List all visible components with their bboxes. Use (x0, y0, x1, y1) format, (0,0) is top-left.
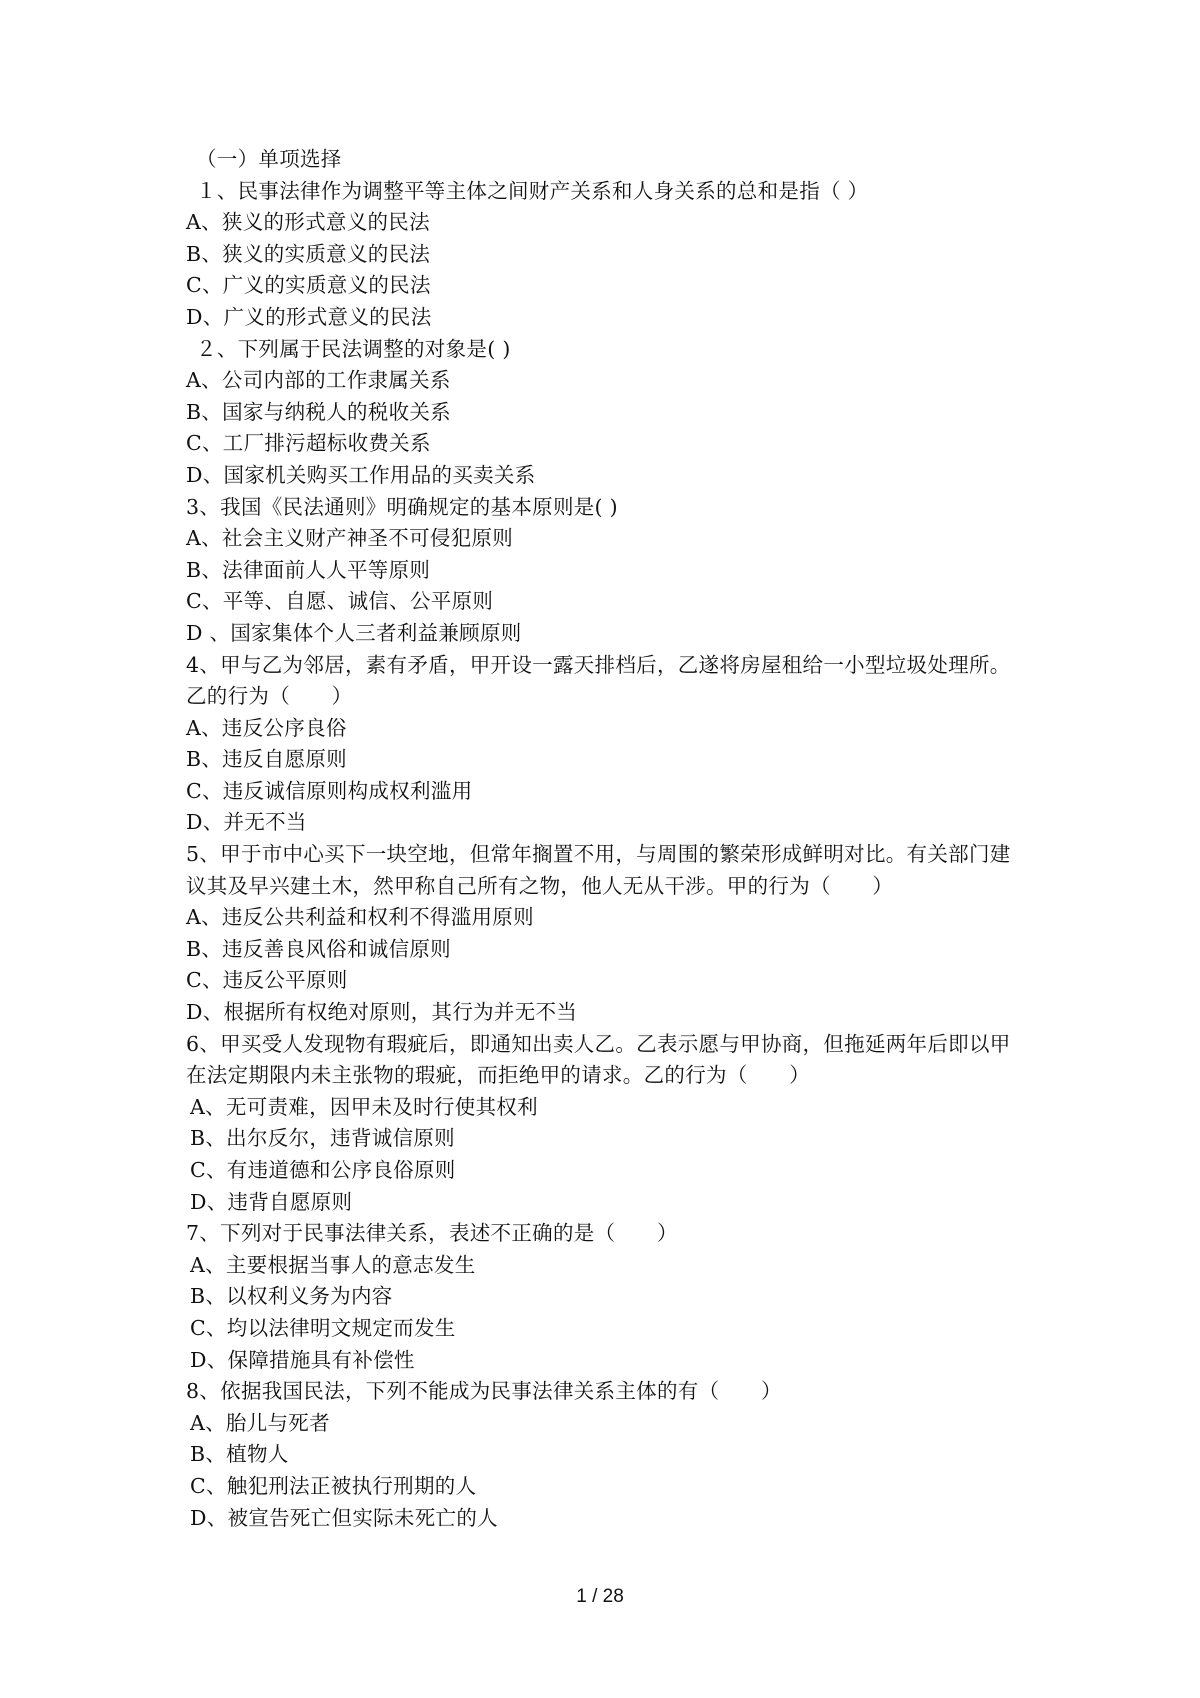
answer-option: A、胎儿与死者 (190, 1410, 330, 1435)
question-text: １、民事法律作为调整平等主体之间财产关系和人身关系的总和是指（ ） (196, 178, 869, 203)
answer-option: A、公司内部的工作隶属关系 (186, 368, 451, 393)
answer-option: B、违反自愿原则 (186, 747, 347, 772)
answer-option: D、并无不当 (186, 810, 307, 835)
answer-option: C、广义的实质意义的民法 (186, 273, 431, 298)
answer-option: A、社会主义财产神圣不可侵犯原则 (186, 526, 514, 551)
answer-option: D、被宣告死亡但实际未死亡的人 (190, 1505, 498, 1530)
answer-option: A、主要根据当事人的意志发生 (190, 1252, 476, 1277)
question-text: ２、下列属于民法调整的对象是( ) (196, 336, 511, 361)
answer-option: B、违反善良风俗和诚信原则 (186, 936, 451, 961)
page-number: 1 / 28 (576, 1586, 624, 1607)
question-text: 在法定期限内未主张物的瑕疵，而拒绝甲的请求。乙的行为（ ） (186, 1063, 810, 1088)
answer-option: A、无可责难，因甲未及时行使其权利 (190, 1094, 538, 1119)
question-text: 乙的行为（ ） (186, 684, 353, 709)
answer-option: B、以权利义务为内容 (190, 1284, 393, 1309)
page-content (186, 144, 1036, 1534)
answer-option: A、狭义的形式意义的民法 (186, 210, 430, 235)
answer-option: B、国家与纳税人的税收关系 (186, 399, 451, 424)
answer-option: D、根据所有权绝对原则，其行为并无不当 (186, 1000, 578, 1025)
question-text: 5、甲于市中心买下一块空地，但常年搁置不用，与周围的繁荣形成鲜明对比。有关部门建 (186, 842, 1011, 867)
answer-option: D、国家机关购买工作用品的买卖关系 (186, 462, 536, 487)
answer-option: D、保障措施具有补偿性 (190, 1347, 415, 1372)
question-text: 7、下列对于民事法律关系，表述不正确的是（ ） (186, 1221, 678, 1246)
question-text: 6、甲买受人发现物有瑕疵后，即通知出卖人乙。乙表示愿与甲协商，但拖延两年后即以甲 (186, 1031, 1011, 1056)
question-text: 4、甲与乙为邻居，素有矛盾，甲开设一露天排档后，乙遂将房屋租给一小型垃圾处理所。 (186, 652, 1011, 677)
answer-option: C、违反公平原则 (186, 968, 348, 993)
answer-option: B、狭义的实质意义的民法 (186, 241, 431, 266)
question-text: 3、我国《民法通则》明确规定的基本原则是( ) (186, 494, 618, 519)
answer-option: B、植物人 (190, 1442, 289, 1467)
answer-option: D 、国家集体个人三者利益兼顾原则 (186, 620, 522, 645)
answer-option: B、法律面前人人平等原则 (186, 557, 431, 582)
answer-option: D、广义的形式意义的民法 (186, 304, 432, 329)
answer-option: C、触犯刑法正被执行刑期的人 (190, 1473, 477, 1498)
answer-option: C、违反诚信原则构成权利滥用 (186, 778, 473, 803)
question-text: 议其及早兴建土木，然甲称自己所有之物，他人无从干涉。甲的行为（ ） (186, 873, 894, 898)
answer-option: B、出尔反尔，违背诚信原则 (190, 1126, 455, 1151)
question-text: 8、依据我国民法，下列不能成为民事法律关系主体的有（ ） (186, 1379, 782, 1404)
answer-option: C、有违道德和公序良俗原则 (190, 1158, 456, 1182)
answer-option: C、平等、自愿、诚信、公平原则 (186, 589, 494, 614)
answer-option: A、违反公序良俗 (186, 715, 347, 740)
section-heading: （一）单项选择 (196, 147, 342, 171)
answer-option: C、工厂排污超标收费关系 (186, 431, 431, 456)
answer-option: D、违背自愿原则 (190, 1189, 353, 1214)
answer-option: A、违反公共利益和权利不得滥用原则 (186, 905, 534, 930)
answer-option: C、均以法律明文规定而发生 (190, 1315, 456, 1340)
